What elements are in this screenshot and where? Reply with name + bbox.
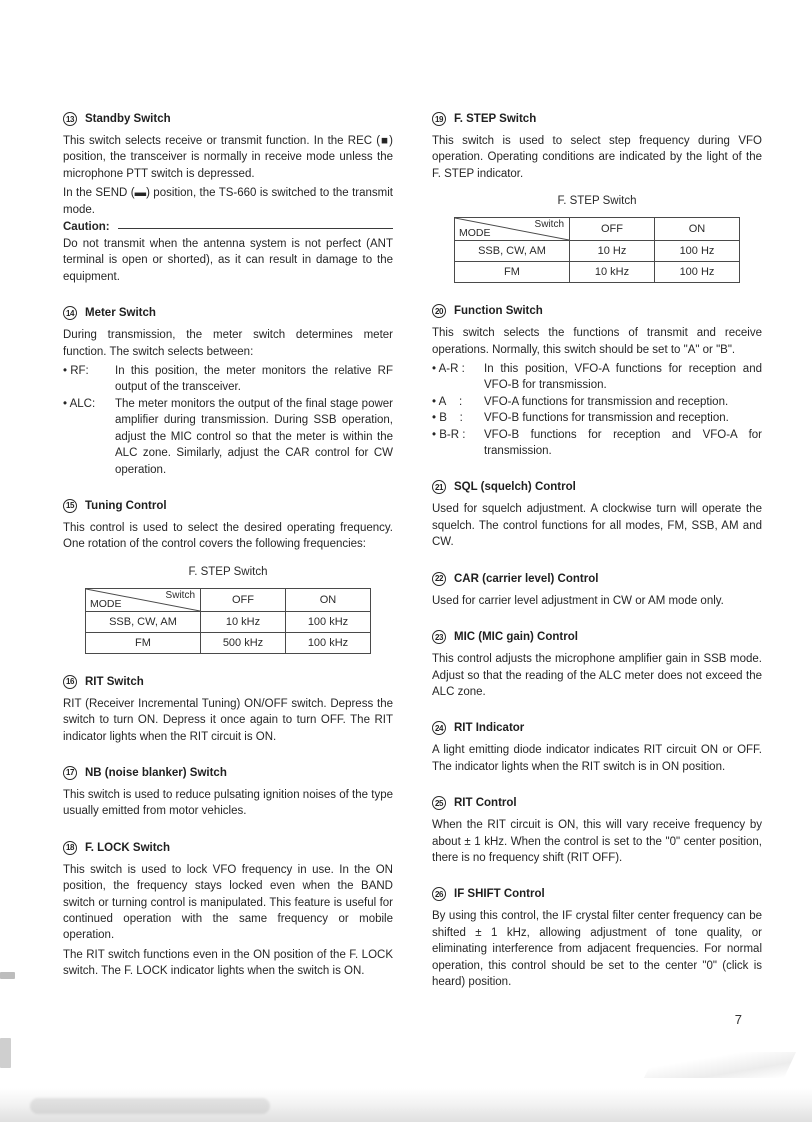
section-15 <box>63 499 393 654</box>
paragraph: RIT (Receiver Incremental Tuning) ON/OFF switch. Depress the switch to turn ON. Depress it once again to turn OFF. The RIT indicator lights when the RIT circuit is ON. <box>63 697 393 743</box>
caution-label-row <box>63 221 393 233</box>
scan-artifact <box>0 1038 11 1068</box>
caution-rule-line <box>118 228 393 229</box>
corner-label-switch: Switch <box>534 219 564 231</box>
section-heading <box>63 112 393 126</box>
section-title: F. STEP Switch <box>454 113 537 125</box>
bullet-label: • A : <box>432 395 463 408</box>
table-cell: 100 kHz <box>286 611 371 632</box>
section-number-badge: 17 <box>63 766 77 780</box>
bullet-list <box>63 363 393 478</box>
section-21 <box>432 480 762 550</box>
page-number: 7 <box>734 1012 742 1027</box>
paragraph: This switch selects receive or transmit function. In the REC (■) position, the transceiver is normally in receive mode unless the microphone PTT switch is depressed. <box>63 135 393 180</box>
section-number-badge: 23 <box>432 630 446 644</box>
table-cell: FM <box>86 632 201 653</box>
corner-label-mode: MODE <box>90 597 122 610</box>
table-cell: 100 kHz <box>286 632 371 653</box>
paragraph: By using this control, the IF crystal filter center frequency can be shifted ± 1 kHz, allowing adjustment of tone quality, or eliminating interference from adjacent frequencies. For normal operation, this control should be set to the center "0" (click is heard) position. <box>432 910 762 988</box>
scan-artifact <box>0 972 15 979</box>
table-cell: 100 Hz <box>655 262 740 283</box>
section-heading <box>432 796 762 810</box>
section-number-badge: 14 <box>63 306 77 320</box>
section-title: Meter Switch <box>85 307 156 320</box>
left-column <box>63 112 393 1011</box>
section-title: Tuning Control <box>85 499 167 512</box>
section-number-badge: 19 <box>432 112 446 126</box>
caution-label: Caution: <box>63 221 110 234</box>
scan-artifact <box>644 1052 796 1078</box>
table-row <box>455 262 740 283</box>
bullet-item <box>432 427 762 460</box>
section-22 <box>432 572 762 609</box>
corner-label-switch: Switch <box>165 589 195 601</box>
table-cell: 100 Hz <box>655 241 740 262</box>
page-content <box>63 112 762 1011</box>
paragraph: A light emitting diode indicator indicates RIT circuit ON or OFF. The indicator lights when the RIT switch is in ON position. <box>432 744 762 773</box>
table-cell: FM <box>455 262 570 283</box>
section-number-badge: 21 <box>432 480 446 494</box>
section-18 <box>63 841 393 980</box>
table-row <box>86 611 371 632</box>
bullet-list <box>432 361 762 459</box>
table-header-cell: ON <box>655 218 740 241</box>
section-heading <box>432 480 762 494</box>
section-heading <box>432 304 762 318</box>
caution-block <box>63 221 393 285</box>
section-heading <box>432 630 762 644</box>
section-heading <box>432 721 762 735</box>
section-heading <box>432 887 762 901</box>
paragraph: This switch selects the functions of transmit and receive operations. Normally, this switch should be set to "A" or "B". <box>432 327 762 356</box>
section-heading <box>432 572 762 586</box>
section-title: MIC (MIC gain) Control <box>454 631 578 644</box>
section-number-badge: 13 <box>63 112 77 126</box>
section-title: NB (noise blanker) Switch <box>85 766 227 779</box>
scan-artifact <box>30 1098 270 1114</box>
section-number-badge: 24 <box>432 721 446 735</box>
section-number-badge: 25 <box>432 796 446 810</box>
table-cell: 10 kHz <box>570 262 655 283</box>
paragraph: This switch is used to reduce pulsating ignition noises of the type usually emitted from motor vehicles. <box>63 788 393 818</box>
table-header-row <box>86 588 371 611</box>
section-title: SQL (squelch) Control <box>454 481 576 494</box>
section-14 <box>63 306 393 478</box>
section-number-badge: 18 <box>63 841 77 855</box>
section-24 <box>432 721 762 775</box>
table-caption: F. STEP Switch <box>557 195 637 208</box>
section-number-badge: 20 <box>432 304 446 318</box>
bullet-text: In this position, the meter monitors the relative RF output of the transceiver. <box>115 365 393 394</box>
paragraph: This switch is used to lock VFO frequency in use. In the ON position, the frequency stays locked even when the BAND switch or turning control is manipulated. This feature is useful for continued operation with the same frequency or mobile operation. <box>63 863 393 942</box>
bullet-item <box>432 394 762 410</box>
section-title: F. LOCK Switch <box>85 841 170 854</box>
bullet-label: • B : <box>432 412 463 425</box>
section-heading <box>63 766 393 780</box>
fstep-table-block <box>432 195 762 283</box>
section-number-badge: 22 <box>432 572 446 586</box>
fstep-table-block <box>63 566 393 654</box>
table-header-cell: ON <box>286 588 371 611</box>
section-23 <box>432 630 762 700</box>
bullet-item <box>432 410 762 426</box>
section-title: RIT Control <box>454 797 517 810</box>
bullet-label: • RF: <box>63 365 89 378</box>
bullet-label: • ALC: <box>63 397 96 410</box>
paragraph: This switch is used to select step frequency during VFO operation. Operating conditions are indicated by the light of the F. STEP indicator. <box>432 135 762 180</box>
bullet-text: The meter monitors the output of the final stage power amplifier during transmission. During SSB operation, adjust the MIC control so that the meter is within the ALC zone. Similarly, adjust the CAR control for CW operation. <box>115 397 393 476</box>
section-title: Standby Switch <box>85 113 171 125</box>
section-13 <box>63 112 393 285</box>
table-row <box>455 241 740 262</box>
paragraph: The RIT switch functions even in the ON position of the F. LOCK switch. The F. LOCK indicator lights when the switch is ON. <box>63 948 393 978</box>
section-19 <box>432 112 762 283</box>
right-column <box>432 112 762 1011</box>
table-cell: 10 Hz <box>570 241 655 262</box>
paragraph: This control is used to select the desired operating frequency. One rotation of the control covers the following frequencies: <box>63 521 393 551</box>
bullet-text: VFO-A functions for transmission and reception. <box>484 395 729 408</box>
table-caption: F. STEP Switch <box>188 565 268 578</box>
bullet-label: • B-R : <box>432 428 466 441</box>
section-title: RIT Switch <box>85 675 144 688</box>
bullet-item <box>63 396 393 478</box>
bullet-label: • A-R : <box>432 363 465 376</box>
corner-label-mode: MODE <box>459 227 491 240</box>
table-row <box>86 632 371 653</box>
table-cell: 500 kHz <box>201 632 286 653</box>
bullet-text: VFO-B functions for transmission and reception. <box>484 412 729 425</box>
section-heading <box>63 675 393 689</box>
section-heading <box>63 841 393 855</box>
table-cell: 10 kHz <box>201 611 286 632</box>
section-title: IF SHIFT Control <box>454 888 545 901</box>
caution-text: Do not transmit when the antenna system is not perfect (ANT terminal is open or shorted), as it can result in damage to the equipment. <box>63 238 393 283</box>
bullet-item <box>432 361 762 394</box>
paragraph: Used for squelch adjustment. A clockwise turn will operate the squelch. The control functions for all modes, FM, SSB, AM and CW. <box>432 503 762 549</box>
table-header-row <box>455 218 740 241</box>
section-number-badge: 15 <box>63 499 77 513</box>
table-header-cell: OFF <box>201 588 286 611</box>
section-number-badge: 16 <box>63 675 77 689</box>
table-corner-cell <box>455 218 570 241</box>
fstep-table <box>454 217 740 283</box>
section-heading <box>63 499 393 513</box>
section-title: RIT Indicator <box>454 722 525 735</box>
table-cell: SSB, CW, AM <box>86 611 201 632</box>
table-header-cell: OFF <box>570 218 655 241</box>
section-title: CAR (carrier level) Control <box>454 572 599 585</box>
section-26 <box>432 887 762 990</box>
section-16 <box>63 675 393 745</box>
section-title: Function Switch <box>454 305 543 318</box>
bullet-text: In this position, VFO-A functions for reception and VFO-B for transmission. <box>484 363 762 392</box>
bullet-item <box>63 363 393 396</box>
section-25 <box>432 796 762 866</box>
paragraph: When the RIT circuit is ON, this will vary receive frequency by about ± 1 kHz. When the control is set to the "0" center position, there is no frequency shift (RIT OFF). <box>432 819 762 864</box>
section-number-badge: 26 <box>432 887 446 901</box>
section-heading <box>432 112 762 126</box>
section-heading <box>63 306 393 320</box>
table-corner-cell <box>86 588 201 611</box>
section-17 <box>63 766 393 820</box>
paragraph: This control adjusts the microphone amplifier gain in SSB mode. Adjust so that the reading of the ALC meter does not exceed the ALC zone. <box>432 653 762 698</box>
section-20 <box>432 304 762 459</box>
bullet-text: VFO-B functions for reception and VFO-A for transmission. <box>484 428 762 458</box>
paragraph: In the SEND (▬) position, the TS-660 is switched to the transmit mode. <box>63 187 393 216</box>
paragraph: Used for carrier level adjustment in CW or AM mode only. <box>432 594 724 607</box>
fstep-table <box>85 588 371 654</box>
scan-artifact <box>0 1088 812 1122</box>
paragraph: During transmission, the meter switch determines meter function. The switch selects between: <box>63 329 393 358</box>
table-cell: SSB, CW, AM <box>455 241 570 262</box>
